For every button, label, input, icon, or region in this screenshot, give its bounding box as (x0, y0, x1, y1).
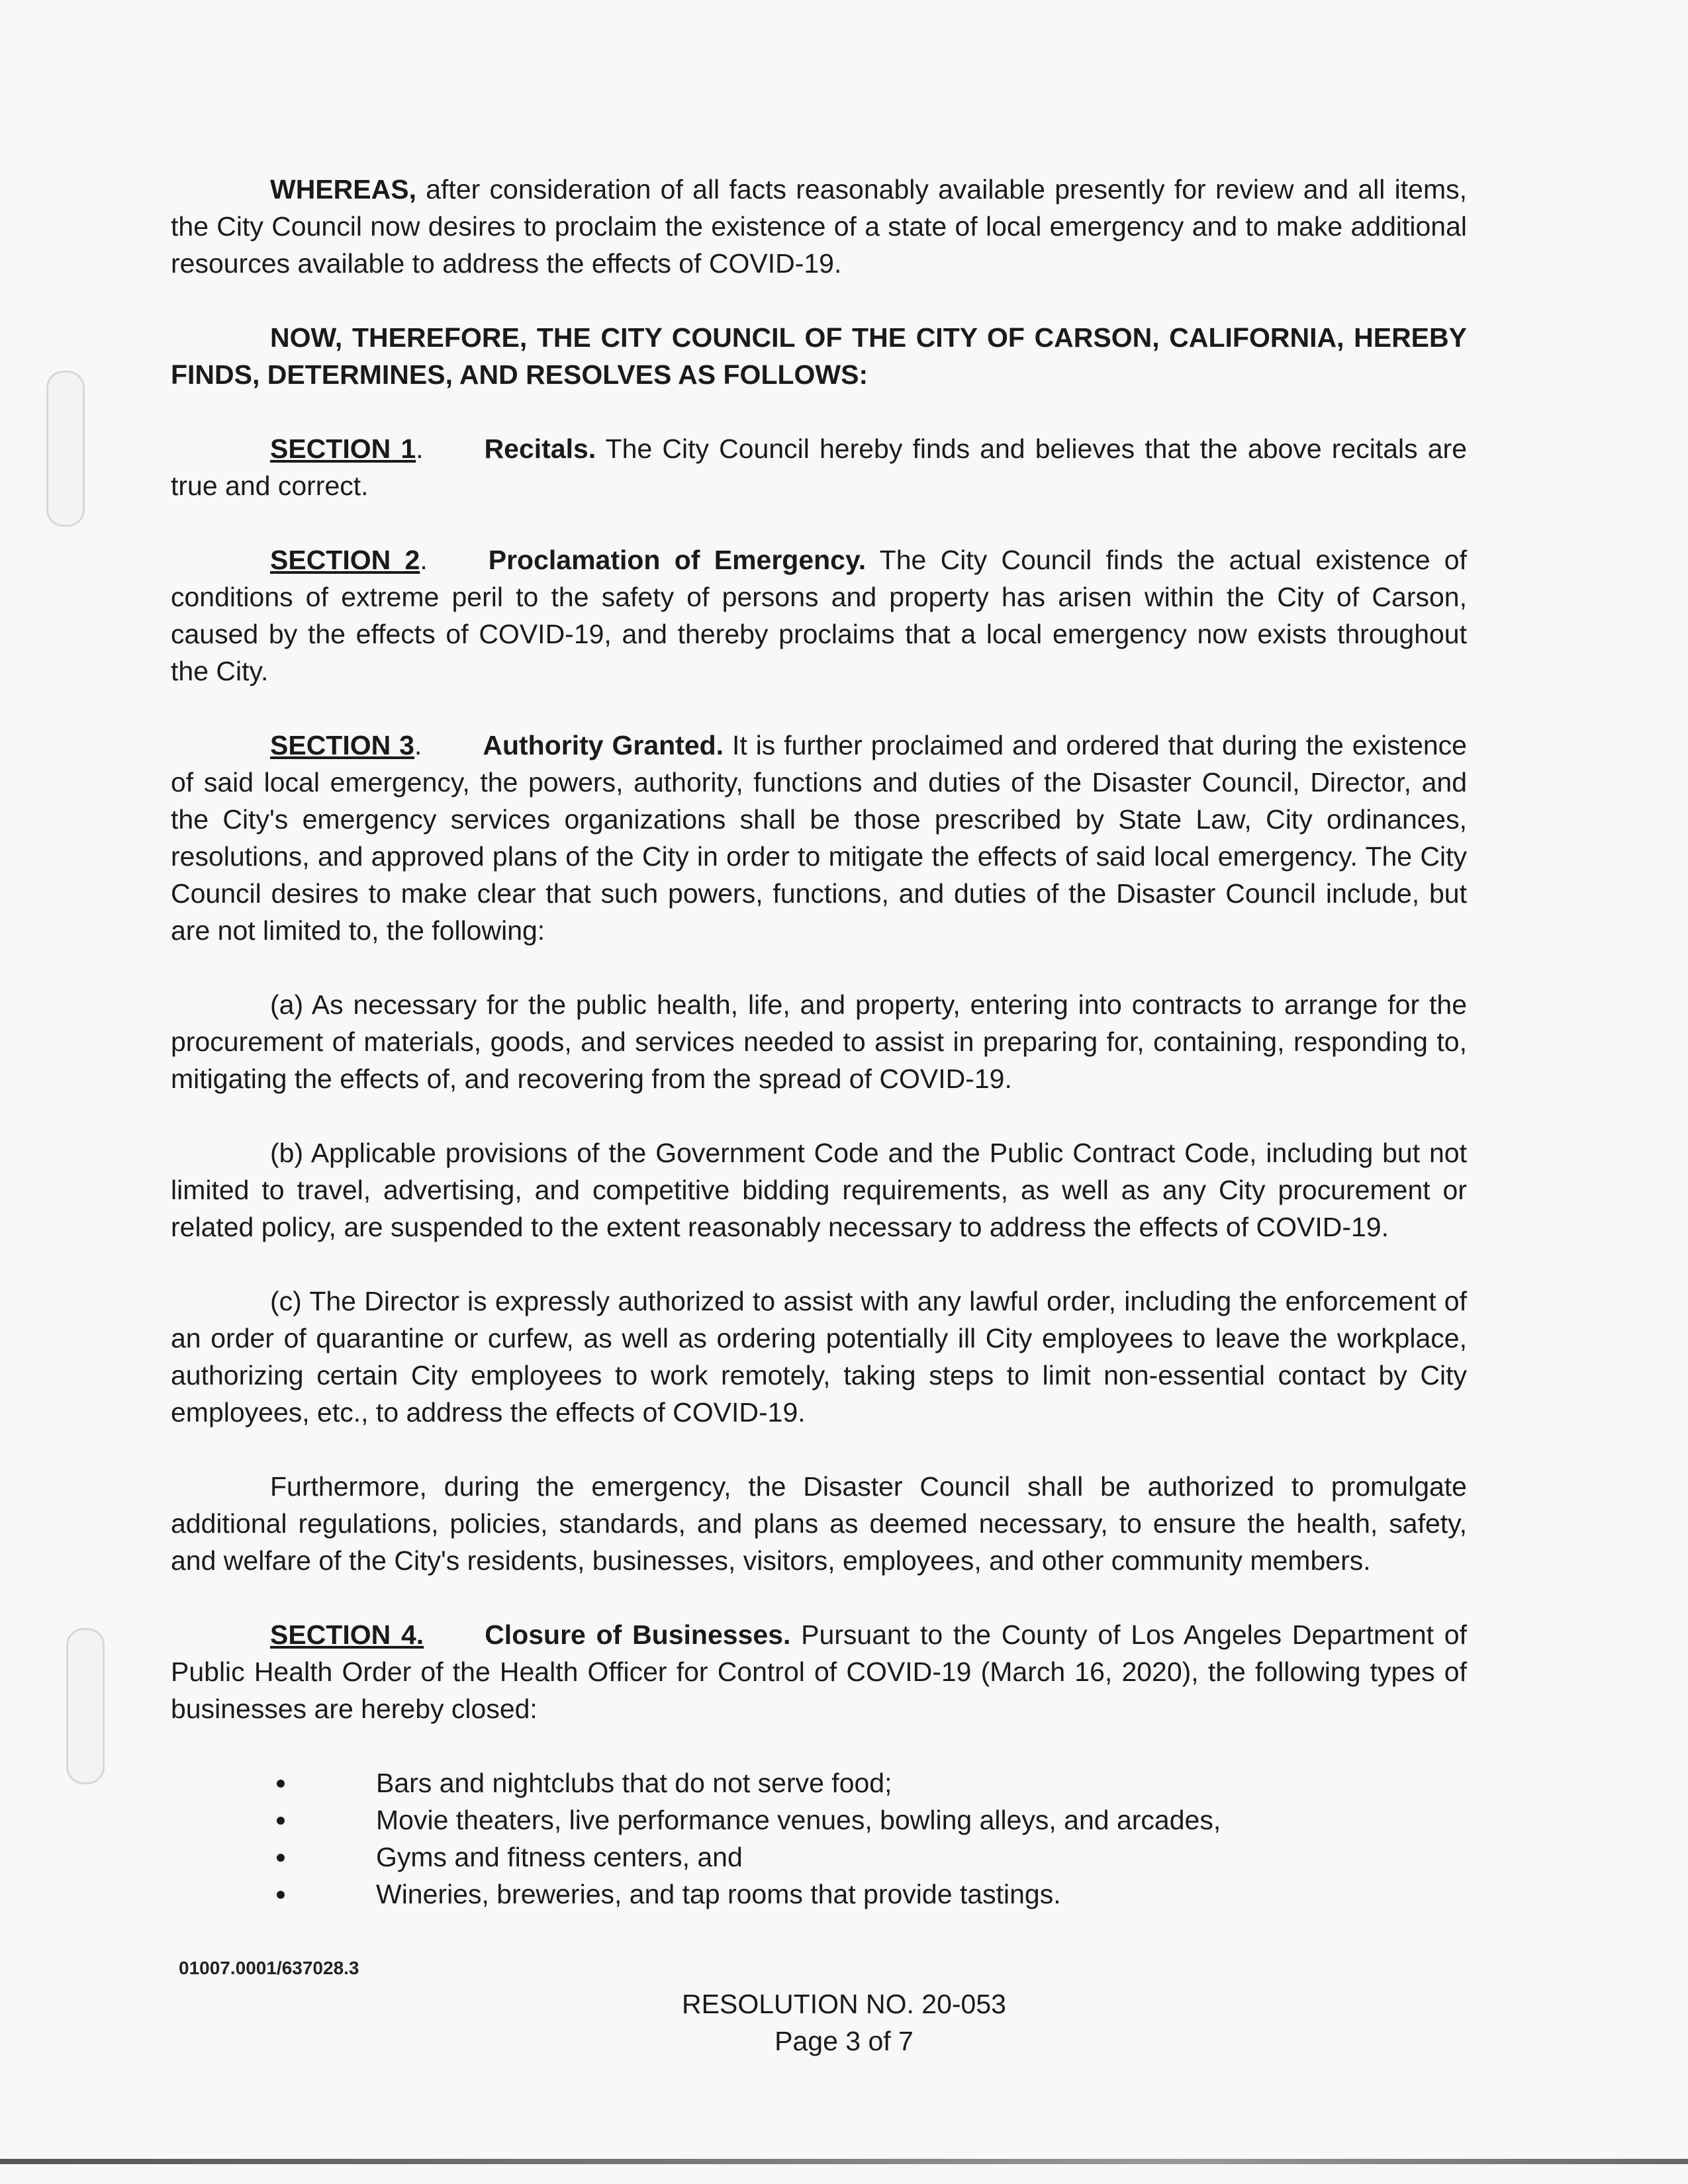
section-3-text: It is further proclaimed and ordered that during the existence of said local emergency, the powers, authority, functions and duties of the Disaster Council, Director, and the City's emergency services organizations shall be those prescribed by State Law, City ordinances, resolutions, and approved plans of the City in order to mitigate the effects of said local emergency. The City Council desires to make clear that such powers, functions, and duties of the Disaster Council include, but are not limited to, the following: (171, 730, 1467, 946)
section-4-text: Pursuant to the County of Los Angeles Department of Public Health Order of the Health Officer for Control of COVID-19 (March 16, 2020), the following types of businesses are hereby closed: (171, 1619, 1467, 1724)
binder-hole-mark (66, 1628, 105, 1784)
furthermore-paragraph: Furthermore, during the emergency, the Disaster Council shall be authorized to promulgate additional regulations, policies, standards, and plans as deemed necessary, to ensure the health, safety, and welfare of the City's residents, businesses, visitors, employees, and other community members. (171, 1471, 1467, 1576)
section-3-paragraph: SECTION 3. Authority Granted. It is further proclaimed and ordered that during the existence of said local emergency, the powers, authority, functions and duties of the Disaster Council, Director, and the City's emergency services organizations shall be those prescribed by State Law, City ordinances, resolutions, and approved plans of the City in order to mitigate the effects of said local emergency. The City Council desires to make clear that such powers, functions, and duties of the Disaster Council include, but are not limited to, the following: (171, 730, 1467, 946)
whereas-paragraph (171, 171, 1467, 282)
resolution-number: RESOLUTION NO. 20-053 (682, 1989, 1006, 2019)
closed-businesses-list (171, 1764, 1467, 1913)
bullet-icon (277, 1854, 285, 1862)
section-4-heading: Closure of Businesses. (485, 1619, 791, 1650)
section-3-heading: Authority Granted. (483, 730, 724, 760)
document-id: 01007.0001/637028.3 (179, 1958, 359, 1978)
list-item: Gyms and fitness centers, and (171, 1839, 1467, 1876)
section-1-paragraph: SECTION 1. Recitals. The City Council hereby finds and believes that the above recitals are true and correct. (171, 433, 1467, 501)
bullet-icon (277, 1817, 285, 1825)
now-therefore-paragraph: NOW, THEREFORE, THE CITY COUNCIL OF THE CITY OF CARSON, CALIFORNIA, HEREBY FINDS, DETERMINES, AND RESOLVES AS FOLLOWS: (171, 322, 1467, 390)
list-item: Movie theaters, live performance venues, bowling alleys, and arcades, (171, 1801, 1467, 1839)
section-2-paragraph: SECTION 2. Proclamation of Emergency. The City Council finds the actual existence of conditions of extreme peril to the safety of persons and property has arisen within the City of Carson, caused by the effects of COVID-19, and thereby proclaims that a local emergency now exists throughout the City. (171, 545, 1467, 686)
scan-edge-line (0, 2159, 1688, 2164)
binder-hole-mark (46, 371, 85, 527)
section-3-label: SECTION 3 (270, 730, 414, 760)
section-2-text: The City Council finds the actual existence of conditions of extreme peril to the safety of persons and property has arisen within the City of Carson, caused by the effects of COVID-19, and thereby proclaims that a local emergency now exists throughout the City. (171, 545, 1467, 686)
section-2-label: SECTION 2 (270, 545, 420, 575)
list-item: Wineries, breweries, and tap rooms that provide tastings. (171, 1876, 1467, 1913)
whereas-lead: WHEREAS, (270, 174, 416, 205)
item-a-paragraph: (a) As necessary for the public health, life, and property, entering into contracts to arrange for the procurement of materials, goods, and services needed to assist in preparing for, containing, responding to, mitigating the effects of, and recovering from the spread of COVID-19. (171, 989, 1467, 1094)
section-4-label: SECTION 4. (270, 1619, 424, 1650)
section-4-paragraph (171, 1616, 1467, 1727)
bullet-icon (277, 1891, 285, 1899)
list-item: Bars and nightclubs that do not serve food; (171, 1764, 1467, 1801)
whereas-text: after consideration of all facts reasonably available presently for review and all items, the City Council now desires to proclaim the existence of a state of local emergency and to make additional resources available to address the effects of COVID-19. (171, 174, 1467, 279)
section-1-label: SECTION 1 (270, 433, 416, 464)
page-number: Page 3 of 7 (774, 2026, 914, 2056)
item-b-paragraph: (b) Applicable provisions of the Government Code and the Public Contract Code, including but not limited to travel, advertising, and competitive bidding requirements, as well as any City procurement or related policy, are suspended to the extent reasonably necessary to address the effects of COVID-19. (171, 1138, 1467, 1242)
section-2-heading: Proclamation of Emergency. (488, 545, 867, 575)
bullet-icon (277, 1780, 285, 1788)
section-1-text: The City Council hereby finds and believes that the above recitals are true and correct. (171, 433, 1467, 501)
document-body (171, 171, 1467, 1913)
item-c-paragraph: (c) The Director is expressly authorized to assist with any lawful order, including the enforcement of an order of quarantine or curfew, as well as ordering potentially ill City employees to leave the workplace, authorizing certain City employees to work remotely, taking steps to limit non-essential contact by City employees, etc., to address the effects of COVID-19. (171, 1286, 1467, 1428)
section-1-heading: Recitals. (484, 433, 596, 464)
